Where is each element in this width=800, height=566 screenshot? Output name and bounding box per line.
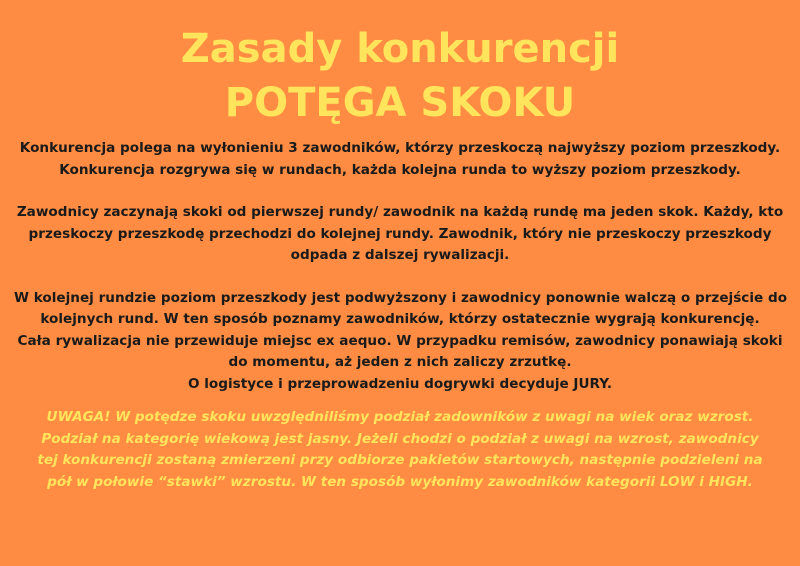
title-line-2: POTĘGA SKOKU (224, 80, 576, 126)
warning-line: tej konkurencji zostaną zmierzeni przy odbiorze pakietów startowych, następnie podzieleni na (37, 452, 763, 468)
page-title (14, 22, 786, 130)
rules-paragraph-3 (14, 288, 786, 396)
paragraph-line: W kolejnej rundzie poziom przeszkody jest podwyższony i zawodnicy ponownie walczą o przejście do (14, 289, 788, 306)
paragraph-line: Zawodnicy zaczynają skoki od pierwszej rundy/ zawodnik na każdą rundę ma jeden skok. Każdy, kto (16, 204, 784, 220)
paragraph-line: do momentu, aż jeden z nich zaliczy zrzutkę. (228, 354, 572, 370)
rules-paragraph-2 (14, 202, 786, 267)
paragraph-line: przeskoczy przeszkodę przechodzi do kolejnej rundy. Zawodnik, który nie przeskoczy przeszkody (28, 225, 772, 242)
warning-note (14, 407, 786, 493)
rules-body (14, 138, 786, 395)
title-line-1: Zasady konkurencji (180, 26, 620, 72)
paragraph-gap (14, 267, 786, 288)
paragraph-line: O logistyce i przeprowadzeniu dogrywki decyduje JURY. (187, 375, 613, 392)
paragraph-line: Konkurencja polega na wyłonieniu 3 zawodników, którzy przeskoczą najwyższy poziom przeszkody. (19, 140, 781, 156)
rules-paragraph-1 (14, 138, 786, 181)
warning-line: pół w połowie “stawki” wzrostu. W ten sposób wyłonimy zawodników kategorii LOW i HIGH. (47, 473, 753, 490)
paragraph-line: Konkurencja rozgrywa się w rundach, każda kolejna runda to wyższy poziom przeszkody. (59, 161, 741, 178)
paragraph-line: Cała rywalizacja nie przewiduje miejsc ex aequo. W przypadku remisów, zawodnicy ponawiają skoki (17, 332, 783, 349)
warning-line: UWAGA! W potędze skoku uwzględniliśmy podział zadowników z uwagi na wiek oraz wzrost. (46, 409, 754, 425)
paragraph-gap (14, 181, 786, 202)
paragraph-line: odpada z dalszej rywalizacji. (290, 247, 510, 263)
warning-line: Podział na kategorię wiekową jest jasny. Jeżeli chodzi o podział z uwagi na wzrost, zawodnicy (41, 430, 759, 447)
paragraph-line: kolejnych rund. W ten sposób poznamy zawodników, którzy ostatecznie wygrają konkurencję. (40, 311, 760, 327)
